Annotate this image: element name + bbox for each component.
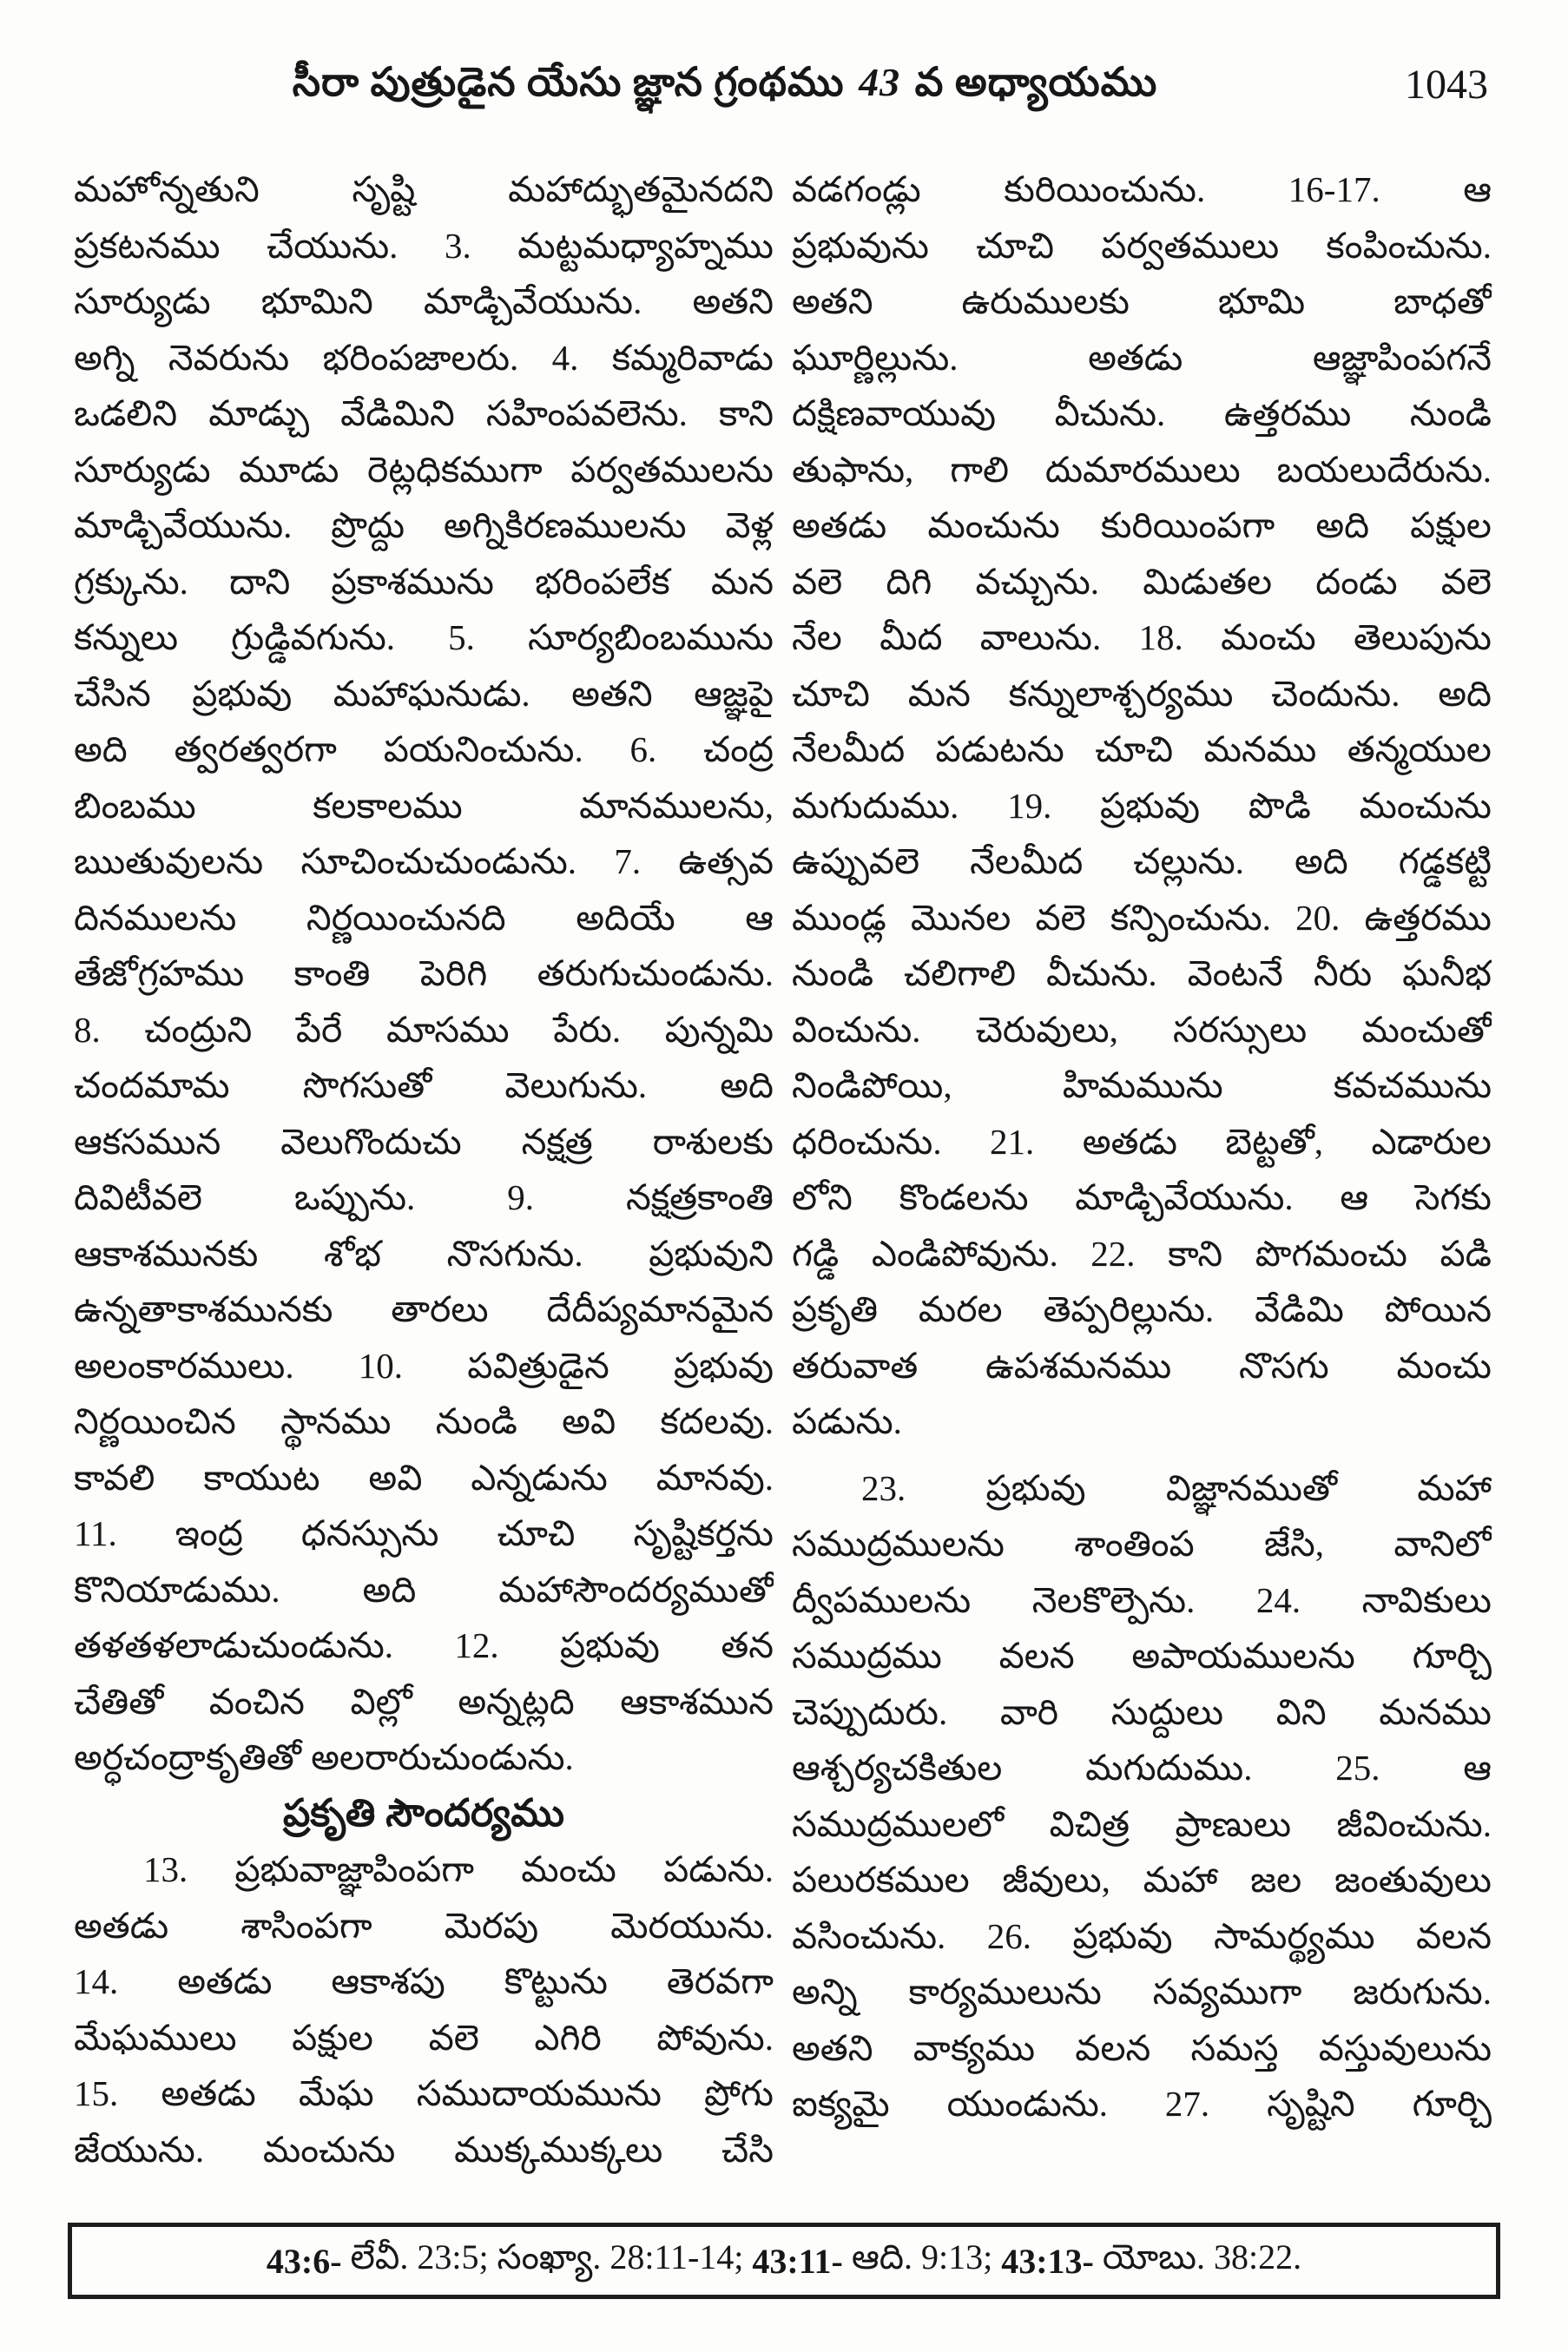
chapter-suffix: వ అధ్యాయము [904,60,1158,104]
text-line: తళతళలాడుచుండును. 12. ప్రభువు తన [74,1625,774,1665]
text-line: చూచి మన కన్నులాశ్చర్యము చెందును. అది [792,673,1492,714]
text-line: ఐక్యమై యుండును. 27. సృష్టిని గూర్చి [792,2084,1492,2124]
text-line: నిండిపోయి, హిమమును కవచమును [792,1065,1492,1105]
text-line: ఘూర్ణిల్లును. అతడు ఆజ్ఞాపింపగనే [792,337,1492,378]
chapter-number: 43 [859,60,901,104]
section-heading: ప్రకృతి సౌందర్యము [283,1791,564,1835]
text-line: అగ్ని నెవరును భరింపజాలరు. 4. కమ్మరివాడు [74,337,774,378]
text-line: కావలి కాయుట అవి ఎన్నడును మానవు. [74,1457,774,1498]
cross-ref-43-11: 43:11- [752,2241,852,2281]
text-line: 15. అతడు మేఘ సముదాయమును ప్రోగు [74,2073,774,2113]
text-line: అతడు శాసింపగా మెరపు మెరయును. [74,1905,774,1946]
text-line: మహోన్నతుని సృష్టి మహాద్భుతమైనదని [74,169,774,209]
text-line: పడును. [792,1401,902,1441]
text-line: దినములను నిర్ణయించునది అదియే ఆ [74,897,774,938]
cross-ref-43-6: 43:6- [266,2241,351,2281]
text-line: వసించును. 26. ప్రభువు సామర్థ్యము వలన [792,1915,1492,1956]
text-line: గడ్డి ఎండిపోవును. 22. కాని పొగమంచు పడి [792,1233,1492,1274]
text-line: 8. చంద్రుని పేరే మాసము పేరు. పున్నమి [74,1009,774,1050]
text-line: అతని ఉరుములకు భూమి బాధతో [792,281,1492,321]
text-line: వలె దిగి వచ్చును. మిడుతల దండు వలె [792,561,1492,602]
text-line: చందమామ సొగసుతో వెలుగును. అది [74,1065,774,1105]
text-line: నిర్ణయించిన స్థానము నుండి అవి కదలవు. [74,1401,774,1441]
text-line: ధరించును. 21. అతడు బెట్టతో, ఎడారుల [792,1121,1492,1162]
cross-reference-footnote-box [68,2223,1500,2299]
page-header-title [74,59,1376,115]
text-line: ఆశ్చర్యచకితుల మగుదుము. 25. ఆ [792,1748,1492,1788]
text-line: సూర్యుడు మూడు రెట్లధికముగా పర్వతములను [74,449,774,490]
text-line: ఋతువులను సూచించుచుండును. 7. ఉత్సవ [74,841,774,881]
text-line: ఉన్నతాకాశమునకు తారలు దేదీప్యమానమైన [74,1289,774,1329]
text-line: అది త్వరత్వరగా పయనించును. 6. చంద్ర [74,729,774,769]
text-line: చేసిన ప్రభువు మహాఘనుడు. అతని ఆజ్ఞపై [74,673,774,714]
text-line: 23. ప్రభువు విజ్ఞానముతో మహా [861,1467,1492,1508]
text-line: 11. ఇంద్ర ధనస్సును చూచి సృష్టికర్తను [74,1513,774,1553]
text-line: నేలమీద పడుటను చూచి మనము తన్మయుల [792,729,1492,769]
text-line: తరువాత ఉపశమనము నొసగు మంచు [792,1345,1492,1386]
text-line: చేతితో వంచిన విల్లో అన్నట్లది ఆకాశమున [74,1681,774,1722]
text-line: తుఫాను, గాలి దుమారములు బయలుదేరును. [792,449,1492,490]
text-line: అన్ని కార్యములును సవ్యముగా జరుగును. [792,1972,1492,2012]
text-line: సూర్యుడు భూమిని మాడ్చివేయును. అతని [74,281,774,321]
text-line: అతని వాక్యము వలన సమస్త వస్తువులును [792,2027,1492,2068]
text-line: చెప్పుదురు. వారి సుద్దులు విని మనము [792,1691,1492,1732]
text-line: సముద్రము వలన అపాయములను గూర్చి [792,1636,1492,1676]
text-line: నుండి చలిగాలి వీచును. వెంటనే నీరు ఘనీభ [792,953,1492,993]
text-line: 14. అతడు ఆకాశపు కొట్టును తెరవగా [74,1961,774,2001]
text-line: ఆకసమున వెలుగొందుచు నక్షత్ర రాశులకు [74,1121,774,1162]
page-number: 1043 [1405,62,1488,108]
book-title-text: సీరా పుత్రుడైన యేసు జ్ఞాన గ్రంథము [292,60,856,104]
text-line: దక్షిణవాయువు వీచును. ఉత్తరము నుండి [792,393,1492,433]
text-column-right [792,161,1492,2132]
text-line: ఒడలిని మాడ్చు వేడిమిని సహింపవలెను. కాని [74,393,774,433]
text-line: వించును. చెరువులు, సరస్సులు మంచుతో [792,1009,1492,1050]
text-line: మేఘములు పక్షుల వలె ఎగిరి పోవును. [74,2017,774,2058]
text-line: కొనియాడుము. అది మహాసౌందర్యముతో [74,1569,774,1610]
text-line: ఆకాశమునకు శోభ నొసగును. ప్రభువుని [74,1233,774,1274]
text-line: అర్ధచంద్రాకృతితో అలరారుచుండును. [74,1737,574,1777]
text-line: మగుదుము. 19. ప్రభువు పొడి మంచును [792,785,1492,826]
text-line: ప్రభువును చూచి పర్వతములు కంపించును. [792,225,1492,266]
text-line: జేయును. మంచును ముక్కముక్కలు చేసి [74,2129,774,2170]
cross-ref-43-13: 43:13- [1001,2241,1103,2281]
cross-ref-target: ఆది. 9:13; [851,2237,1002,2276]
text-line: నేల మీద వాలును. 18. మంచు తెలుపును [792,617,1492,657]
cross-ref-target: లేవీ. 23:5; సంఖ్యా. 28:11-14; [350,2237,753,2276]
text-line: ద్వీపములను నెలకొల్పెను. 24. నావికులు [792,1579,1492,1620]
text-line: ప్రకటనము చేయును. 3. మట్టమధ్యాహ్నము [74,225,774,266]
text-line: కన్నులు గ్రుడ్డివగును. 5. సూర్యబింబమును [74,617,774,657]
text-line: దివిటీవలె ఒప్పును. 9. నక్షత్రకాంతి [74,1177,774,1217]
text-line: వడగండ్లు కురియించును. 16-17. ఆ [792,169,1492,209]
text-line: సముద్రములను శాంతింప జేసి, వానిలో [792,1524,1492,1564]
text-line: తేజోగ్రహము కాంతి పెరిగి తరుగుచుండును. [74,953,774,993]
text-line: పలురకముల జీవులు, మహా జల జంతువులు [792,1860,1492,1900]
text-line: లోని కొండలను మాడ్చివేయును. ఆ సెగకు [792,1177,1492,1217]
text-line: 13. ప్రభువాజ్ఞాపింపగా మంచు పడును. [143,1849,774,1889]
text-line: ప్రకృతి మరల తెప్పరిల్లును. వేడిమి పోయిన [792,1289,1492,1329]
text-line: ఉప్పువలె నేలమీద చల్లును. అది గడ్డకట్టి [792,841,1492,881]
text-line: అతడు మంచును కురియింపగా అది పక్షుల [792,505,1492,545]
text-line: బింబము కలకాలము మానములను, [74,785,774,826]
text-line: మాడ్చివేయును. ప్రొద్దు అగ్నికిరణములను వెళ్ల [74,505,774,545]
text-column-left [74,161,774,2177]
text-line: సముద్రములలో విచిత్ర ప్రాణులు జీవించును. [792,1803,1492,1844]
text-line: గ్రక్కును. దాని ప్రకాశమును భరింపలేక మన [74,561,774,602]
text-line: అలంకారములు. 10. పవిత్రుడైన ప్రభువు [74,1345,774,1386]
text-line: ముండ్ల మొనల వలె కన్పించును. 20. ఉత్తరము [792,897,1492,938]
cross-ref-target: యోబు. 38:22. [1102,2237,1302,2276]
